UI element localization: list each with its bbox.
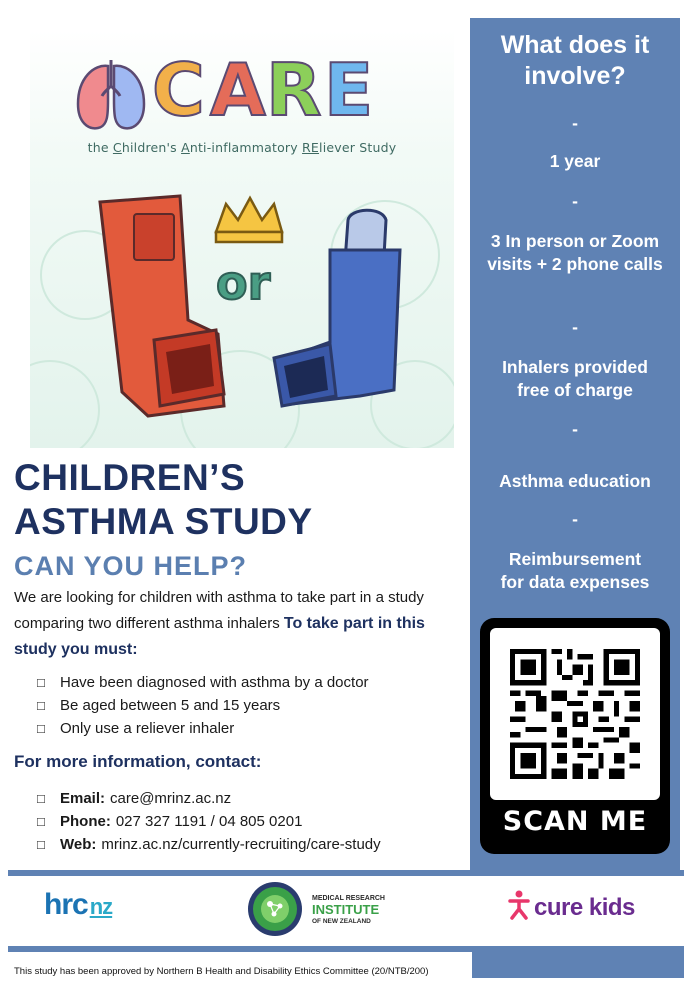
contact-phone: ☐ Phone: 027 327 1191 / 04 805 0201 [36,811,466,834]
panel-separator: - [572,113,578,133]
approval-side-bar [472,952,684,978]
panel-separator: - [572,509,578,529]
checkbox-bullet-icon: ☐ [36,794,46,806]
logo-letter-a: A [210,48,264,132]
ethics-approval-note: This study has been approved by Northern B Health and Disability Ethics Committee (20/NTB/200) [14,966,429,977]
checkbox-bullet-icon: ☐ [36,724,46,736]
or-label: or [216,256,271,310]
hrc-nz-logo: hrcnz [44,888,113,921]
checkbox-bullet-icon: ☐ [36,840,46,852]
subheadline: CAN YOU HELP? [14,551,248,581]
panel-item-visits: 3 In person or Zoom visits + 2 phone calls [487,231,663,274]
page-title [14,456,454,544]
panel-title: What does it involve? [500,31,650,90]
title-line-2: ASTHMA STUDY [14,501,313,542]
contact-heading: For more information, contact: [14,752,262,771]
logo-tagline: the Children's Anti-inflammatory REliever Study [87,140,397,155]
hero-illustration [30,30,454,448]
contact-web: ☐ Web: mrinz.ac.nz/currently-recruiting/care-study [36,834,466,857]
involvement-panel [470,18,680,870]
panel-separator: - [572,191,578,211]
panel-item-reimbursement: Reimbursement for data expenses [500,549,650,592]
logo-letter-e: E [324,48,372,132]
panel-separator: - [572,317,578,337]
logo-letter-r: R [266,48,320,132]
mri-logo-text: MEDICAL RESEARCH INSTITUTE OF NEW ZEALAND [312,895,385,925]
title-line-1: CHILDREN’S [14,457,246,498]
contact-email: ☐ Email: care@mrinz.ac.nz [36,788,466,811]
web-link[interactable]: mrinz.ac.nz/currently-recruiting/care-study [101,836,381,853]
list-item: ☐ Be aged between 5 and 15 years [36,695,456,718]
qr-code-card[interactable] [480,618,670,854]
checkbox-bullet-icon: ☐ [36,701,46,713]
list-item: ☐ Only use a reliever inhaler [36,718,456,741]
crown-icon [216,198,282,242]
email-link[interactable]: care@mrinz.ac.nz [110,790,232,807]
panel-item-education: Asthma education [499,471,651,491]
red-inhaler-icon [100,196,224,416]
intro-paragraph [14,585,454,663]
inhalers-illustration [30,180,454,448]
cure-kids-logo: cure kids [534,894,635,921]
mri-emblem-icon [246,880,304,938]
cure-kids-figure-icon [508,890,530,920]
lungs-icon [74,60,148,132]
checkbox-bullet-icon: ☐ [36,817,46,829]
checkbox-bullet-icon: ☐ [36,678,46,690]
scan-me-label: SCAN ME [502,806,648,837]
contact-list [36,788,466,857]
blue-inhaler-icon [274,210,400,406]
care-logo [70,42,410,134]
panel-item-duration: 1 year [549,151,601,171]
intro-text: We are looking for children with asthma to take part in a study comparing two different asthma inhalers [14,589,424,632]
qr-code-icon [510,648,640,780]
panel-item-inhalers: Inhalers provided free of charge [502,357,648,400]
panel-separator: - [572,419,578,439]
phone-number[interactable]: 027 327 1191 / 04 805 0201 [115,813,303,830]
footer-divider [8,870,684,876]
intro-emphasis: To take part in this study you must: [14,615,425,658]
logo-letter-c: C [152,48,203,132]
qr-code-frame [490,628,660,800]
requirements-list [36,672,456,741]
list-item: ☐ Have been diagnosed with asthma by a doctor [36,672,456,695]
